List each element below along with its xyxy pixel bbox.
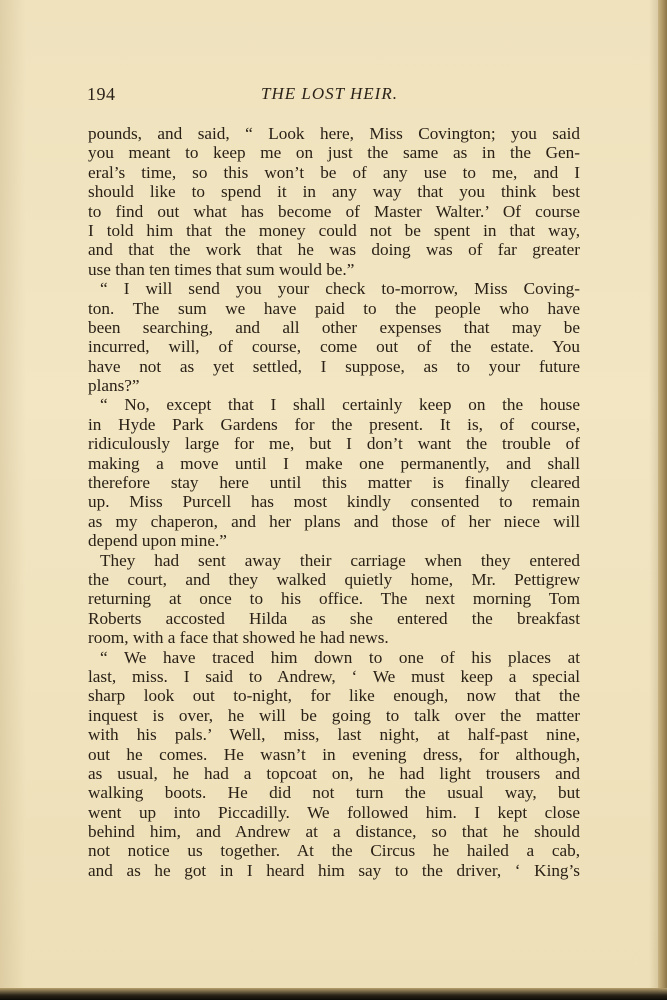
text-line: ridiculously large for me, but I don’t want the trouble of [88, 434, 580, 454]
page-header [85, 84, 581, 106]
running-title: THE LOST HEIR. [261, 84, 398, 103]
text-line: up. Miss Purcell has most kindly consented to remain [88, 492, 580, 512]
text-line: “ I will send you your check to-morrow, Miss Coving- [100, 279, 580, 299]
text-line: pounds, and said, “ Look here, Miss Covington; you said [88, 124, 580, 143]
text-line: returning at once to his office. The next morning Tom [88, 589, 580, 609]
text-line: in Hyde Park Gardens for the present. It is, of course, [88, 414, 580, 434]
text-line: incurred, will, of course, come out of the estate. You [88, 337, 580, 357]
body-text [88, 124, 580, 880]
text-line: have not as yet settled, I suppose, as to your future [88, 356, 580, 376]
page-edge-shadow [658, 0, 667, 1000]
text-line: been searching, and all other expenses that may be [88, 317, 580, 337]
text-line: “ No, except that I shall certainly keep on the house [100, 395, 580, 415]
text-line: went up into Piccadilly. We followed him. I kept close [88, 802, 580, 822]
text-line: room, with a face that showed he had news. [88, 628, 389, 648]
text-line: depend upon mine.” [88, 531, 227, 551]
text-line: should like to spend it in any way that you think best [88, 182, 580, 202]
text-line: as usual, he had a topcoat on, he had light trousers and [88, 763, 580, 783]
text-line: the court, and they walked quietly home, Mr. Pettigrew [88, 569, 580, 589]
text-line: not notice us together. At the Circus he hailed a cab, [88, 841, 580, 861]
text-line: and as he got in I heard him say to the driver, ‘ King’s [88, 860, 580, 880]
text-line: eral’s time, so this won’t be of any use to me, and I [88, 162, 580, 182]
text-line: to find out what has become of Master Walter.’ Of course [88, 201, 580, 221]
text-line: with his pals.’ Well, miss, last night, at half-past nine, [88, 725, 580, 745]
text-line: out he comes. He wasn’t in evening dress, for although, [88, 744, 580, 764]
text-line: making a move until I make one permanently, and shall [88, 453, 580, 473]
page-bottom-border [0, 988, 667, 1000]
text-line: and that the work that he was doing was of far greater [88, 240, 580, 260]
page-number: 194 [87, 84, 116, 104]
text-line: last, miss. I said to Andrew, ‘ We must keep a special [88, 666, 580, 686]
text-line: walking boots. He did not turn the usual way, but [88, 783, 580, 803]
text-line: “ We have traced him down to one of his places at [100, 647, 580, 667]
text-line: sharp look out to-night, for like enough, now that the [88, 686, 580, 706]
text-line: inquest is over, he will be going to talk over the matter [88, 705, 580, 725]
text-line: behind him, and Andrew at a distance, so that he should [88, 822, 580, 842]
text-line: as my chaperon, and her plans and those of her niece will [88, 511, 580, 531]
text-line: ton. The sum we have paid to the people who have [88, 298, 580, 318]
text-line: plans?” [88, 376, 140, 396]
text-line: you meant to keep me on just the same as in the Gen- [88, 143, 580, 163]
text-line: therefore stay here until this matter is finally cleared [88, 473, 580, 493]
text-line: They had sent away their carriage when they entered [100, 550, 580, 570]
text-line: I told him that the money could not be spent in that way, [88, 220, 580, 240]
text-line: use than ten times that sum would be.” [88, 259, 355, 279]
text-line: Roberts accosted Hilda as she entered the breakfast [88, 608, 580, 628]
